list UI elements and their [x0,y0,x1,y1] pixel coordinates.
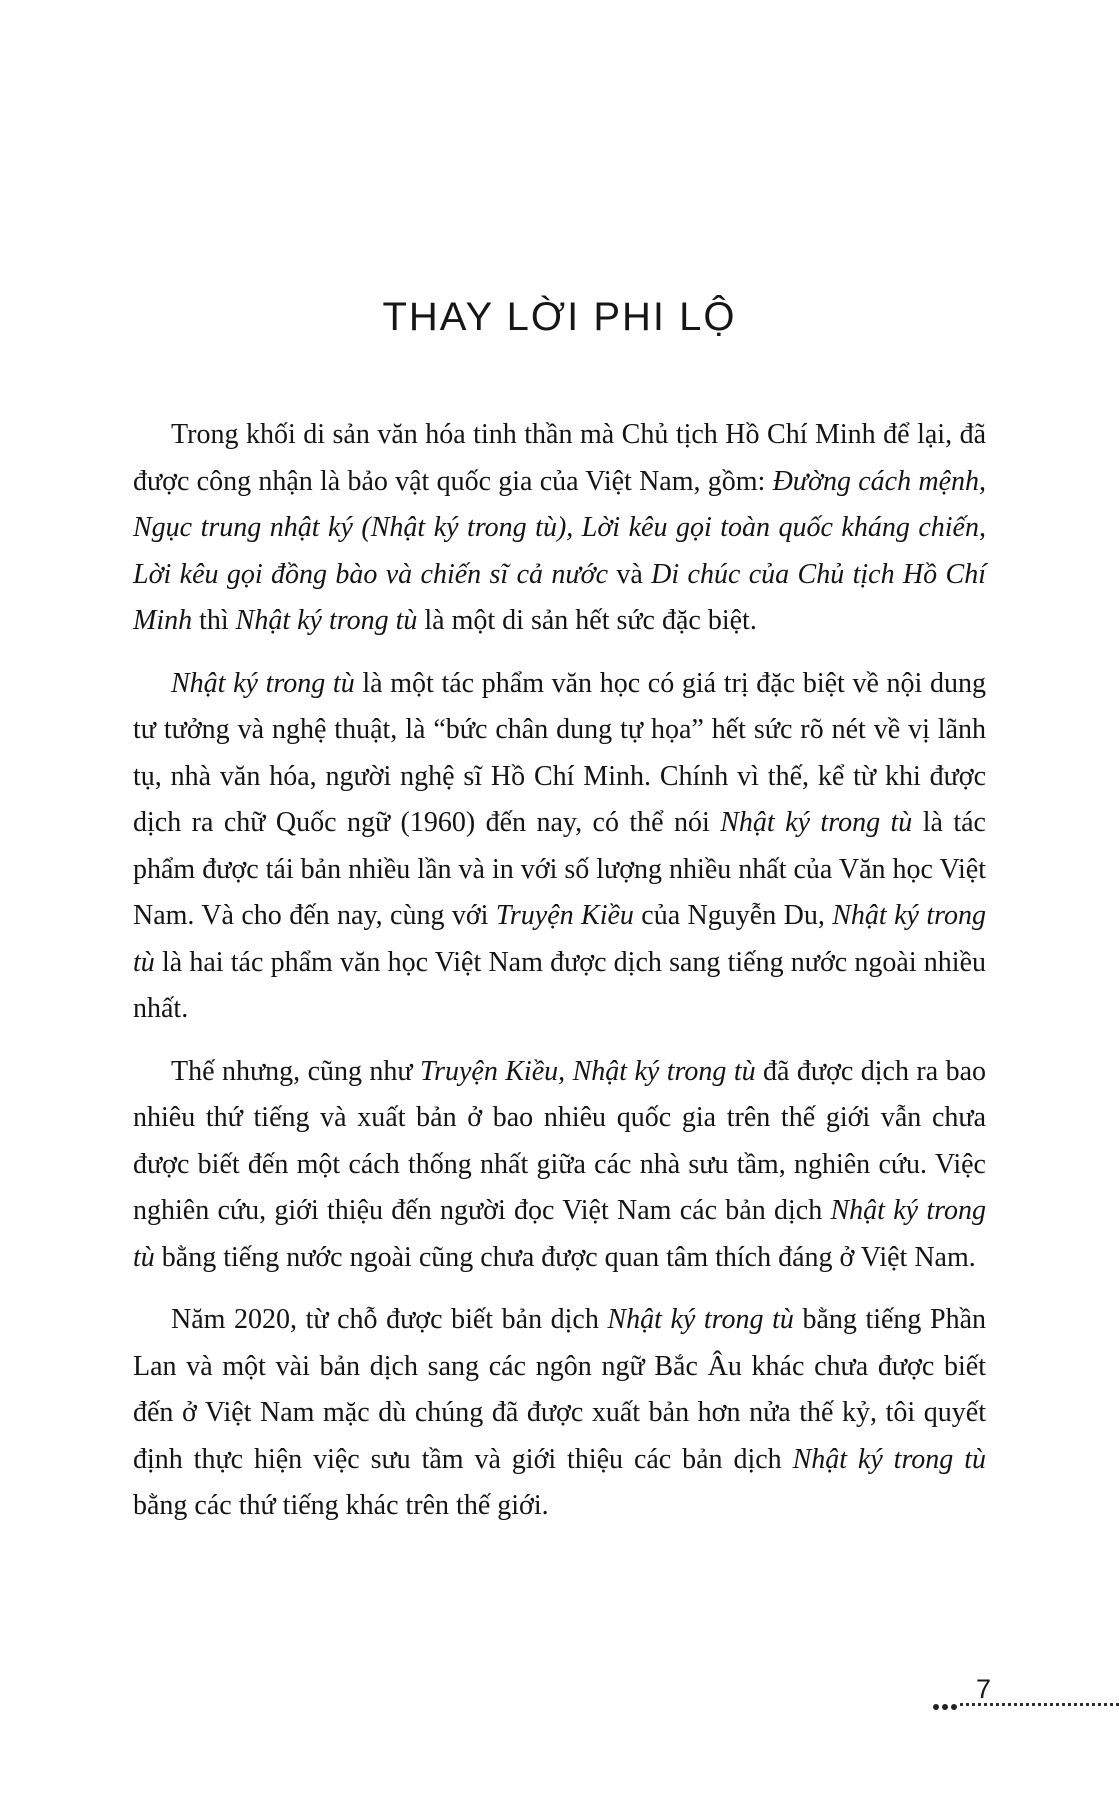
text-segment: bằng tiếng Phần Lan và một vài bản dịch sang các ngôn ngữ Bắc Âu khác chưa được biết đến ở Việt Nam mặc dù chúng đã được xuất bản hơn nửa thế kỷ, tôi quyết định thực hiện việc sưu tầm và giới thiệu các bản dịch [133,1304,987,1475]
page-number: 7 [976,1674,992,1704]
italic-work-title-segment: Nhật ký trong tù [133,1195,986,1273]
paragraph-1 [133,412,986,645]
paragraph-2 [133,661,986,1033]
text-segment: thì [192,605,236,636]
dotted-leader [960,1703,1119,1706]
italic-work-title-segment: Nhật ký trong tù [133,900,986,978]
italic-work-title-segment: Truyện Kiều, Nhật ký trong tù [420,1055,756,1087]
page-footer [930,1674,1119,1714]
text-segment: và [608,558,652,590]
italic-work-title-segment: Nhật ký trong tù [607,1304,794,1335]
paragraph-3 [133,1049,986,1282]
italic-work-title-segment: Nhật ký trong tù [792,1443,986,1475]
italic-work-title-segment: Truyện Kiều [495,900,634,931]
text-segment: của Nguyễn Du, [633,900,833,931]
text-segment: bằng tiếng nước ngoài cũng chưa được quan tâm thích đáng ở Việt Nam. [154,1241,976,1273]
text-segment: Trong khối di sản văn hóa tinh thần mà Chủ tịch Hồ Chí Minh để lại, đã được công nhận là bảo vật quốc gia của Việt Nam, gồm: [133,419,986,497]
italic-work-title-segment: Di chúc của Chủ tịch Hồ Chí Minh [133,558,986,636]
italic-work-title-segment: Đường cách mệnh, Ngục trung nhật ký (Nhật ký trong tù), Lời kêu gọi toàn quốc kháng chiến, Lời kêu gọi đồng bào và chiến sĩ cả nước [133,465,986,590]
text-segment: là hai tác phẩm văn học Việt Nam được dịch sang tiếng nước ngoài nhiều nhất. [133,946,986,1024]
body-text [133,412,986,1530]
italic-work-title-segment: Nhật ký trong tù [171,667,355,699]
text-segment: đã được dịch ra bao nhiêu thứ tiếng và xuất bản ở bao nhiêu quốc gia trên thế giới vẫn chưa được biết đến một cách thống nhất giữa các nhà sưu tầm, nghiên cứu. Việc nghiên cứu, giới thiệu đến người đọc Việt Nam các bản dịch [133,1055,986,1226]
italic-work-title-segment: Nhật ký trong tù [235,605,418,636]
chapter-title: THAY LỜI PHI LỘ [382,295,737,339]
text-segment: Năm 2020, từ chỗ được biết bản dịch [171,1304,608,1335]
italic-work-title-segment: Nhật ký trong tù [720,807,913,838]
text-segment: bằng các thứ tiếng khác trên thế giới. [133,1490,549,1521]
dotted-leader-start [933,1704,939,1710]
text-segment: là tác phẩm được tái bản nhiều lần và in với số lượng nhiều nhất của Văn học Việt Nam. Và cho đến nay, cùng với [133,807,986,931]
text-segment: là một di sản hết sức đặc biệt. [417,605,757,636]
text-segment: Thế nhưng, cũng như [171,1055,421,1087]
text-segment: là một tác phẩm văn học có giá trị đặc biệt về nội dung tư tưởng và nghệ thuật, là “bức chân dung tự họa” hết sức rõ nét về vị lãnh tụ, nhà văn hóa, người nghệ sĩ Hồ Chí Minh. Chính vì thế, kể từ khi được dịch ra chữ Quốc ngữ (1960) đến nay, có thể nói [133,667,986,838]
paragraph-4 [133,1297,986,1530]
